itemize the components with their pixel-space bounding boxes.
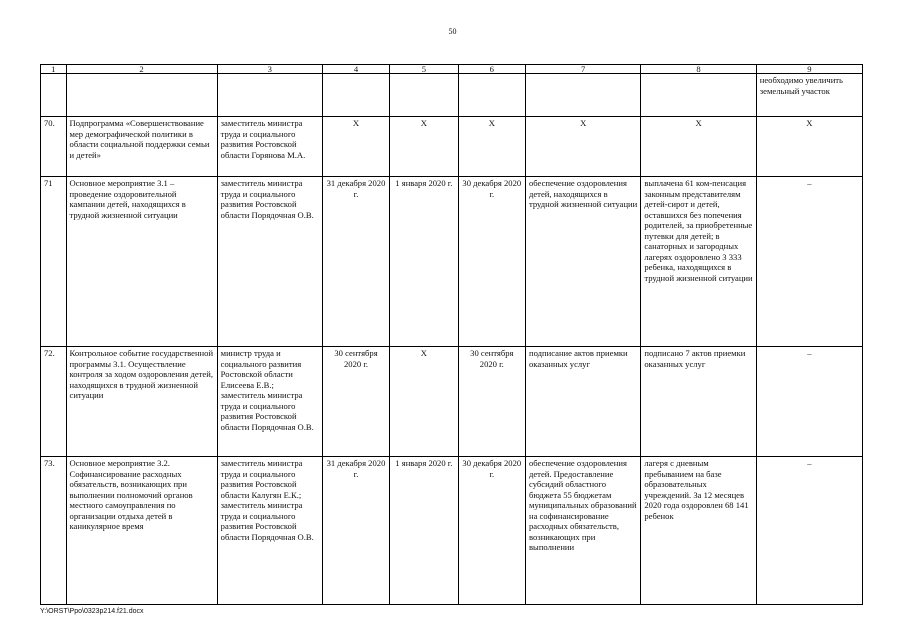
cell-empty: [66, 74, 217, 117]
cell-plan-date: 31 декабря 2020 г.: [322, 177, 389, 347]
cell-responsible: заместитель министра труда и социального развития Ростовской области Горянова М.А.: [217, 117, 322, 177]
cell-expected-result: обеспечение оздоровления детей. Предоставление субсидий областного бюджета 55 бюджетам муниципальных образований на софинансирование расходных обязательств, возникающих при выполнении: [526, 457, 641, 605]
table-row: [41, 117, 863, 177]
cell-expected-result: X: [526, 117, 641, 177]
column-number: 2: [66, 65, 217, 74]
cell-end-date: 30 декабря 2020 г.: [458, 457, 525, 605]
cell-responsible: заместитель министра труда и социального развития Ростовской области Порядочная О.В.: [217, 177, 322, 347]
cell-start-date: 1 января 2020 г.: [390, 457, 458, 605]
column-number: 4: [322, 65, 389, 74]
cell-actual-result: выплачена 61 ком-пенсация законным представителям детей-сирот и детей, оставшихся без попечения родителей, за приобретенные путевки для детей; в санаторных и загородных лагерях оздоровлено 3 333 ребенка, находящихся в трудной жизненной ситуации: [641, 177, 756, 347]
table-row: [41, 457, 863, 605]
cell-number: 73.: [41, 457, 67, 605]
cell-name: Основное мероприятие 3.1 – проведение оздоровительной кампании детей, находящихся в трудной жизненной ситуации: [66, 177, 217, 347]
cell-name: Контрольное событие государственной программы 3.1. Осуществление контроля за ходом оздоровления детей, находящихся в трудной жизненной ситуации: [66, 347, 217, 457]
column-number: 6: [458, 65, 525, 74]
cell-number: 72.: [41, 347, 67, 457]
report-table: [40, 64, 863, 605]
cell-end-date: X: [458, 117, 525, 177]
cell-reasons: –: [756, 457, 862, 605]
cell-actual-result: лагеря с дневным пребыванием на базе образовательных учреждений. За 12 месяцев 2020 года оздоровлен 68 141 ребенок: [641, 457, 756, 605]
continuation-row: [41, 74, 863, 117]
cell-plan-date: 31 декабря 2020 г.: [322, 457, 389, 605]
cell-reasons: необходимо увеличить земельный участок: [756, 74, 862, 117]
cell-number: 70.: [41, 117, 67, 177]
table-row: [41, 177, 863, 347]
cell-number: 71: [41, 177, 67, 347]
cell-expected-result: обеспечение оздоровления детей, находящихся в трудной жизненной ситуации: [526, 177, 641, 347]
column-number: 1: [41, 65, 67, 74]
cell-end-date: 30 сентября 2020 г.: [458, 347, 525, 457]
cell-responsible: заместитель министра труда и социального развития Ростовской области Калугян Е.К.; заместитель министра труда и социального развития Ростовской области Порядочная О.В.: [217, 457, 322, 605]
column-number: 5: [390, 65, 458, 74]
cell-responsible: министр труда и социального развития Ростовской области Елисеева Е.В.; заместитель министра труда и социального развития Ростовской области Порядочная О.В.: [217, 347, 322, 457]
file-path-footer: Y:\ORST\Ppo\0323p214.f21.docx: [40, 608, 144, 615]
cell-plan-date: X: [322, 117, 389, 177]
column-number: 7: [526, 65, 641, 74]
cell-actual-result: X: [641, 117, 756, 177]
cell-empty: [526, 74, 641, 117]
cell-start-date: 1 января 2020 г.: [390, 177, 458, 347]
cell-reasons: –: [756, 347, 862, 457]
cell-actual-result: подписано 7 актов приемки оказанных услуг: [641, 347, 756, 457]
page-number: 50: [448, 27, 457, 36]
cell-empty: [458, 74, 525, 117]
cell-name: Подпрограмма «Совершенствование мер демографической политики в области социальной поддержки семьи и детей»: [66, 117, 217, 177]
cell-start-date: X: [390, 117, 458, 177]
column-number: 8: [641, 65, 756, 74]
cell-start-date: X: [390, 347, 458, 457]
cell-reasons: X: [756, 117, 862, 177]
cell-empty: [641, 74, 756, 117]
cell-empty: [390, 74, 458, 117]
table-row: [41, 347, 863, 457]
cell-reasons: –: [756, 177, 862, 347]
cell-empty: [217, 74, 322, 117]
cell-name: Основное мероприятие 3.2. Софинансирование расходных обязательств, возникающих при выполнении полномочий органов местного самоуправления по организации отдыха детей в каникулярное время: [66, 457, 217, 605]
cell-expected-result: подписание актов приемки оказанных услуг: [526, 347, 641, 457]
cell-end-date: 30 декабря 2020 г.: [458, 177, 525, 347]
cell-empty: [41, 74, 67, 117]
column-number: 3: [217, 65, 322, 74]
column-number-row: [41, 65, 863, 74]
cell-plan-date: 30 сентября 2020 г.: [322, 347, 389, 457]
column-number: 9: [756, 65, 862, 74]
cell-empty: [322, 74, 389, 117]
